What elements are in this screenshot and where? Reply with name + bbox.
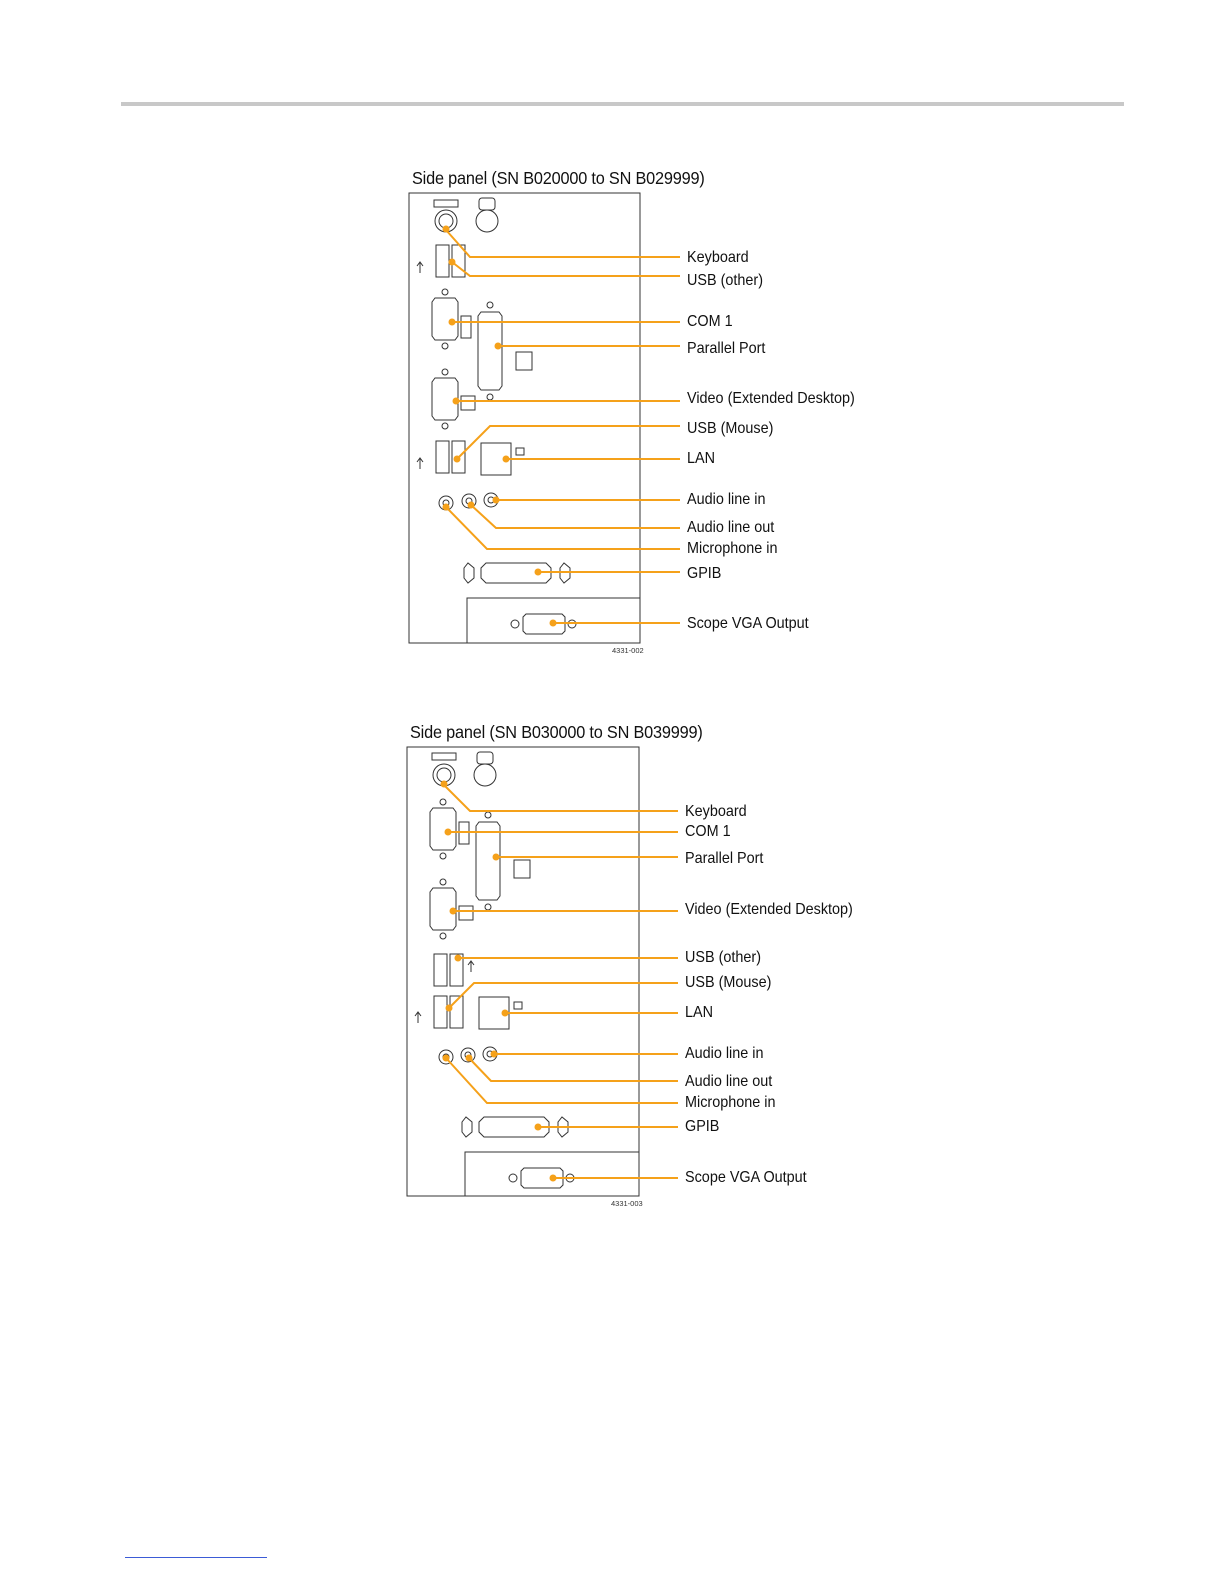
label-lan: LAN bbox=[687, 450, 716, 467]
label-gpib: GPIB bbox=[685, 1118, 720, 1135]
label-keyboard: Keyboard bbox=[685, 803, 747, 820]
label-com1: COM 1 bbox=[685, 823, 731, 840]
label-video: Video (Extended Desktop) bbox=[687, 390, 855, 407]
footer-link-underline bbox=[125, 1557, 267, 1558]
figure-title: Side panel (SN B020000 to SN B029999) bbox=[412, 168, 705, 188]
label-scope-vga-output: Scope VGA Output bbox=[687, 615, 809, 632]
label-audio-line-in: Audio line in bbox=[685, 1045, 764, 1062]
label-usb-other: USB (other) bbox=[687, 272, 764, 289]
label-video: Video (Extended Desktop) bbox=[685, 901, 853, 918]
figure-title: Side panel (SN B030000 to SN B039999) bbox=[410, 722, 703, 742]
label-audio-line-out: Audio line out bbox=[687, 519, 775, 536]
label-microphone-in: Microphone in bbox=[685, 1094, 776, 1111]
label-lan: LAN bbox=[685, 1004, 714, 1021]
label-keyboard: Keyboard bbox=[687, 249, 749, 266]
label-usb-mouse: USB (Mouse) bbox=[685, 974, 772, 991]
label-audio-line-out: Audio line out bbox=[685, 1073, 773, 1090]
label-com1: COM 1 bbox=[687, 313, 733, 330]
figure-code: 4331-003 bbox=[611, 1199, 643, 1208]
label-scope-vga-output: Scope VGA Output bbox=[685, 1169, 807, 1186]
label-usb-mouse: USB (Mouse) bbox=[687, 420, 774, 437]
label-parallel-port: Parallel Port bbox=[685, 850, 764, 867]
label-gpib: GPIB bbox=[687, 565, 722, 582]
label-microphone-in: Microphone in bbox=[687, 540, 778, 557]
figure-code: 4331-002 bbox=[612, 646, 644, 655]
label-usb-other: USB (other) bbox=[685, 949, 762, 966]
label-parallel-port: Parallel Port bbox=[687, 340, 766, 357]
label-audio-line-in: Audio line in bbox=[687, 491, 766, 508]
